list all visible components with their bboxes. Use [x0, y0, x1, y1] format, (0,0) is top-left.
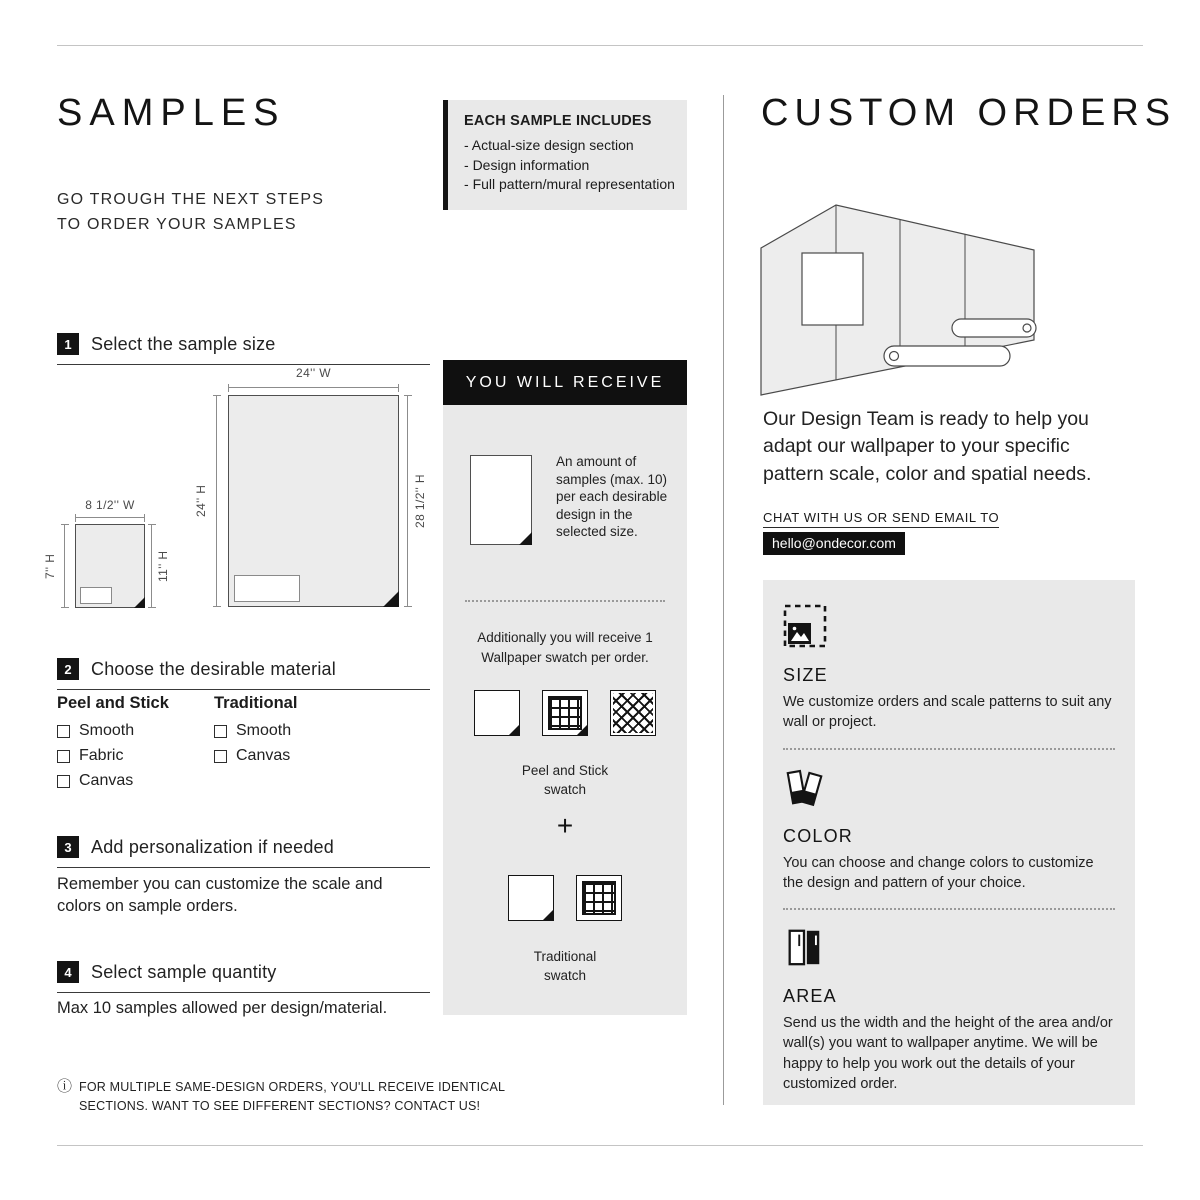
includes-item: - Design information	[464, 156, 675, 176]
dim-large-width: 24'' W	[296, 366, 331, 380]
dim-line-large-width	[228, 387, 399, 388]
traditional-column	[214, 694, 297, 797]
color-swatches-icon	[783, 765, 825, 809]
grid-swatch-icon	[576, 875, 622, 921]
checkbox-traditional-smooth[interactable]	[214, 725, 227, 738]
grid-swatch-icon	[542, 690, 588, 736]
includes-title: EACH SAMPLE INCLUDES	[464, 113, 652, 129]
feature-color-text: You can choose and change colors to customize the design and pattern of your choice.	[783, 854, 1094, 891]
blank-swatch-icon	[508, 875, 554, 921]
step-3-number: 3	[57, 836, 79, 858]
folded-corner-icon	[542, 909, 554, 921]
checkbox-peel-fabric[interactable]	[57, 750, 70, 763]
option-label: Canvas	[236, 747, 291, 764]
you-will-receive-panel	[443, 360, 687, 1015]
step-2-number: 2	[57, 658, 79, 680]
email-address[interactable]: hello@ondecor.com	[763, 532, 905, 555]
folded-corner-icon	[383, 591, 399, 607]
feature-area-text: Send us the width and the height of the area and/or wall(s) you want to wallpaper anytime. We will be happy to help you work out the details of your customized order.	[783, 1015, 1113, 1093]
top-rule	[57, 45, 1143, 46]
feature-color-name: COLOR	[783, 825, 854, 846]
plus-sign: +	[556, 810, 574, 841]
includes-item: - Actual-size design section	[464, 136, 675, 156]
dim-line-large-right	[407, 395, 408, 607]
feature-area-name: AREA	[783, 986, 837, 1007]
feature-size-text: We customize orders and scale patterns to suit any wall or project.	[783, 694, 1112, 731]
option-label: Fabric	[79, 747, 124, 764]
folded-corner-icon	[508, 724, 520, 736]
option-label: Smooth	[79, 722, 135, 739]
traditional-title: Traditional	[214, 694, 298, 712]
peel-swatch-row	[443, 690, 687, 736]
material-option-row	[57, 772, 214, 790]
footnote-line1: FOR MULTIPLE SAME-DESIGN ORDERS, YOU'LL RECEIVE IDENTICAL	[79, 1080, 506, 1094]
sample-design-section	[80, 587, 112, 604]
wallpaper-wall-illustration	[760, 198, 1040, 398]
dim-line-small-right	[151, 524, 152, 608]
material-option-row	[214, 722, 297, 740]
you-will-receive-header: YOU WILL RECEIVE	[443, 360, 687, 405]
custom-orders-intro: Our Design Team is ready to help you adapt our wallpaper to your specific pattern scale, color and spatial needs.	[763, 408, 1092, 485]
step-2-header	[57, 658, 430, 690]
grid-pattern	[582, 881, 616, 915]
material-option-row	[57, 722, 214, 740]
step-3-text: Remember you can customize the scale and colors on sample orders.	[57, 875, 383, 916]
custom-features-panel	[763, 580, 1135, 1105]
material-option-row	[214, 747, 297, 765]
option-label: Canvas	[79, 772, 134, 789]
feature-size-name: SIZE	[783, 665, 828, 685]
step-4-label: Select sample quantity	[91, 961, 277, 982]
traditional-swatch-row	[443, 875, 687, 921]
step-1-label: Select the sample size	[91, 333, 276, 354]
dim-line-small-left	[64, 524, 65, 608]
column-divider	[723, 95, 724, 1105]
receive-additional-text: Additionally you will receive 1 Wallpaper swatch per order.	[477, 630, 653, 666]
dim-large-height-right: 28 1/2'' H	[413, 474, 427, 528]
sample-size-large	[228, 395, 399, 607]
includes-item: - Full pattern/mural representation	[464, 175, 675, 195]
dim-small-width: 8 1/2'' W	[85, 498, 135, 512]
sample-sheet-icon	[470, 455, 532, 545]
step-3-label: Add personalization if needed	[91, 836, 334, 857]
step-4-header	[57, 961, 430, 993]
custom-orders-title: CUSTOM ORDERS	[761, 92, 1177, 134]
crosshatch-pattern	[613, 693, 653, 733]
materials-options	[57, 694, 430, 797]
dim-large-height-left: 24'' H	[194, 484, 208, 518]
dotted-divider	[783, 748, 1115, 750]
step-4-number: 4	[57, 961, 79, 983]
dim-small-height-right: 11'' H	[156, 550, 170, 582]
samples-intro	[57, 188, 324, 238]
step-4-text: Max 10 samples allowed per design/material.	[57, 999, 388, 1017]
size-icon	[783, 604, 827, 648]
step-3-header	[57, 836, 430, 868]
blank-swatch-icon	[474, 690, 520, 736]
dotted-divider	[465, 600, 665, 602]
dim-line-large-left	[216, 395, 217, 607]
checkbox-traditional-canvas[interactable]	[214, 750, 227, 763]
crosshatch-swatch-icon	[610, 690, 656, 736]
traditional-swatch-label: Traditional swatch	[533, 949, 597, 983]
footnote-text	[79, 1078, 505, 1116]
samples-intro-line2: TO ORDER YOUR SAMPLES	[57, 215, 297, 233]
step-1-header	[57, 333, 430, 365]
peel-swatch-label: Peel and Stick swatch	[521, 763, 609, 797]
samples-intro-line1: GO TROUGH THE NEXT STEPS	[57, 191, 325, 208]
info-icon: ⓘ	[57, 1078, 73, 1095]
sample-size-small	[75, 524, 145, 608]
each-sample-includes-box	[443, 100, 687, 210]
material-option-row	[57, 747, 214, 765]
checkbox-peel-canvas[interactable]	[57, 775, 70, 788]
checkbox-peel-smooth[interactable]	[57, 725, 70, 738]
samples-title: SAMPLES	[57, 92, 286, 134]
chat-with-us-label: CHAT WITH US OR SEND EMAIL TO	[763, 510, 999, 528]
folded-corner-icon	[134, 597, 145, 608]
footnote-line2: SECTIONS. WANT TO SEE DIFFERENT SECTIONS? CONTACT US!	[79, 1098, 481, 1113]
wall-area-icon	[783, 925, 825, 969]
grid-pattern	[548, 696, 582, 730]
peel-and-stick-column	[57, 694, 214, 797]
step-1-number: 1	[57, 333, 79, 355]
option-label: Smooth	[236, 722, 292, 739]
dotted-divider	[783, 908, 1115, 910]
sample-design-section	[234, 575, 300, 602]
footnote	[57, 1078, 505, 1116]
receive-samples-text: An amount of samples (max. 10) per each desirable design in the selected size.	[556, 454, 668, 540]
dim-small-height-left: 7'' H	[43, 553, 57, 579]
bottom-rule	[57, 1145, 1143, 1146]
dim-line-small-width	[75, 517, 145, 518]
folded-corner-icon	[519, 532, 532, 545]
step-2-label: Choose the desirable material	[91, 658, 336, 679]
peel-and-stick-title: Peel and Stick	[57, 694, 169, 712]
